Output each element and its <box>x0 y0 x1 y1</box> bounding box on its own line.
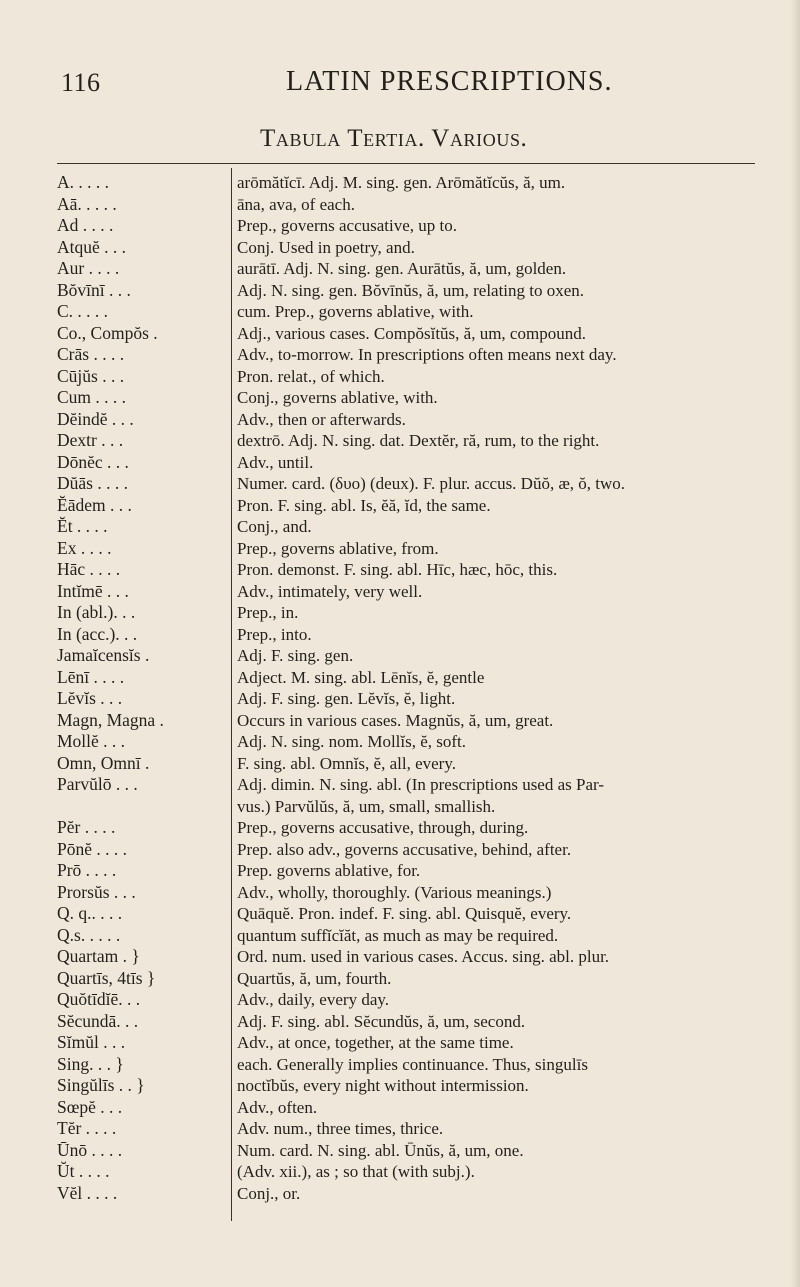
term-entry: Atquĕ . . . <box>57 236 127 257</box>
definition-entry: Prep. also adv., governs accusative, behind, after. <box>237 839 572 859</box>
definition-entry: Adj., various cases. Compŏsĭtŭs, ă, um, compound. <box>237 323 586 343</box>
definition-entry: noctĭbŭs, every night without intermission. <box>237 1076 529 1095</box>
definition-entry: Adv., wholly, thoroughly. (Various meanings.) <box>237 882 552 902</box>
term-entry: Prorsŭs . . . <box>57 881 136 902</box>
term-entry: Tĕr . . . . <box>57 1118 117 1138</box>
definition-entry: Adject. M. sing. abl. Lēnĭs, ĕ, gentle <box>237 667 485 687</box>
column-divider <box>231 168 232 1221</box>
definition-entry: Adv., to-morrow. In prescriptions often means next day. <box>237 345 617 364</box>
definition-entry: Adv. num., three times, thrice. <box>237 1119 444 1138</box>
term-entry: Quŏtīdĭē. . . <box>57 989 141 1009</box>
definition-entry: arōmătĭcī. Adj. M. sing. gen. Arōmătĭcŭs, ă, um. <box>237 173 566 192</box>
terms-column <box>57 172 227 1204</box>
definition-entry: (Adv. xii.), as ; so that (with subj.). <box>237 1162 475 1181</box>
term-entry: Lĕvĭs . . . <box>57 688 123 708</box>
definition-entry: each. Generally implies continuance. Thus, singulīs <box>237 1054 588 1074</box>
term-entry: Aā. . . . . <box>57 193 117 214</box>
term-entry: Q.s. . . . . <box>57 924 121 945</box>
term-entry: Dōnĕc . . . <box>57 451 129 472</box>
term-entry: A. . . . . <box>57 172 110 192</box>
term-entry: Jamaĭcensĭs . <box>57 645 150 665</box>
term-entry: Pōnĕ . . . . <box>57 838 127 859</box>
definition-entry: Adv., intimately, very well. <box>237 581 423 601</box>
definition-entry: Adj. dimin. N. sing. abl. (In prescriptions used as Par- <box>237 775 604 794</box>
term-entry: Pĕr . . . . <box>57 817 116 837</box>
term-entry: Co., Compŏs . <box>57 322 158 343</box>
term-entry: Bŏvīnī . . . <box>57 279 131 300</box>
definition-entry: Prep., governs accusative, up to. <box>237 216 457 235</box>
definition-entry: dextrō. Adj. N. sing. dat. Dextĕr, ră, rum, to the right. <box>237 431 600 450</box>
term-entry: In (abl.). . . <box>57 602 136 622</box>
running-head: LATIN PRESCRIPTIONS. <box>286 66 613 97</box>
definition-entry: Adv., then or afterwards. <box>237 409 406 429</box>
term-entry: Dŭās . . . . <box>57 473 128 493</box>
term-entry: Quartīs, 4tīs } <box>57 967 156 988</box>
definition-entry: aurātī. Adj. N. sing. gen. Aurātŭs, ă, um, golden. <box>237 259 567 278</box>
definition-entry: Prep., governs ablative, from. <box>237 538 439 558</box>
term-entry: Singŭlīs . . } <box>57 1075 145 1095</box>
term-entry: Aur . . . . <box>57 258 120 278</box>
term-entry: Q. q.. . . . <box>57 903 123 923</box>
definition-entry: Adv., often. <box>237 1097 318 1117</box>
definition-entry: āna, ava, of each. <box>237 194 355 214</box>
definition-entry: cum. Prep., governs ablative, with. <box>237 302 474 321</box>
definition-entry: Conj., governs ablative, with. <box>237 388 438 407</box>
term-entry: Omn, Omnī . <box>57 752 150 773</box>
definition-entry: Adv., until. <box>237 452 314 472</box>
definition-entry: quantum suffĭcĭăt, as much as may be required. <box>237 925 559 945</box>
definitions-column <box>237 172 767 1204</box>
term-entry: Cūjŭs . . . <box>57 365 125 386</box>
term-entry: C. . . . . <box>57 301 109 321</box>
term-entry: Ŭt . . . . <box>57 1161 110 1181</box>
definition-entry: Conj., or. <box>237 1183 301 1203</box>
definition-entry: Prep., into. <box>237 624 312 644</box>
term-entry: Cum . . . . <box>57 387 127 407</box>
term-entry: In (acc.). . . <box>57 623 138 644</box>
term-entry: Ad . . . . <box>57 215 114 235</box>
term-entry: Intĭmē . . . <box>57 580 129 601</box>
definition-entry: Adj. N. sing. nom. Mollĭs, ĕ, soft. <box>237 732 467 751</box>
term-entry: Sĕcundā. . . <box>57 1010 139 1031</box>
definition-entry: Num. card. N. sing. abl. Ūnŭs, ă, um, one. <box>237 1140 524 1160</box>
definition-entry: Adj. F. sing. abl. Sĕcundŭs, ă, um, second. <box>237 1011 526 1031</box>
definition-entry: Conj., and. <box>237 517 312 536</box>
term-entry: Ĕādem . . . <box>57 494 132 515</box>
page-number: 116 <box>61 68 101 97</box>
term-entry: Dextr . . . <box>57 430 124 450</box>
table-title: Tabula Tertia. Various. <box>260 125 528 152</box>
definition-entry: Pron. relat., of which. <box>237 366 385 386</box>
page-edge <box>790 0 800 1287</box>
term-entry: Mollĕ . . . <box>57 731 126 751</box>
top-rule <box>57 163 755 164</box>
definition-entry: Adv., daily, every day. <box>237 990 390 1009</box>
term-entry: Lēnī . . . . <box>57 666 125 687</box>
term-entry: Sing. . . } <box>57 1053 124 1074</box>
term-entry: Parvŭlō . . . <box>57 774 138 794</box>
term-entry: Ūnō . . . . <box>57 1139 123 1160</box>
definition-entry: Adj. F. sing. gen. Lĕvĭs, ĕ, light. <box>237 689 456 708</box>
term-entry: Ĕt . . . . <box>57 516 108 536</box>
definition-entry: Prep., in. <box>237 603 299 622</box>
definition-entry: Quāquĕ. Pron. indef. F. sing. abl. Quisquĕ, every. <box>237 904 572 923</box>
definition-entry: Pron. demonst. F. sing. abl. Hīc, hæc, hōc, this. <box>237 560 558 579</box>
term-entry: Quartam . } <box>57 946 140 966</box>
definition-entry: Prep., governs accusative, through, during. <box>237 818 529 837</box>
term-entry: Sĭmŭl . . . <box>57 1032 126 1052</box>
definition-entry: F. sing. abl. Omnĭs, ĕ, all, every. <box>237 753 456 773</box>
term-entry: Dĕindĕ . . . <box>57 408 134 429</box>
definition-entry: Adj. F. sing. gen. <box>237 646 354 665</box>
term-entry: Prō . . . . <box>57 860 117 880</box>
term-entry: Sœpĕ . . . <box>57 1096 123 1117</box>
blank-line <box>57 796 227 818</box>
definition-entry: Conj. Used in poetry, and. <box>237 237 415 257</box>
definition-entry: Quartŭs, ă, um, fourth. <box>237 968 392 988</box>
definition-entry: Adj. N. sing. gen. Bŏvīnŭs, ă, um, relating to oxen. <box>237 280 585 300</box>
definition-entry: vus.) Parvŭlŭs, ă, um, small, smallish. <box>237 796 496 816</box>
term-entry: Magn, Magna . <box>57 709 164 730</box>
term-entry: Hāc . . . . <box>57 559 121 579</box>
term-entry: Crās . . . . <box>57 344 125 364</box>
definition-entry: Numer. card. (δυο) (deux). F. plur. accus. Dŭŏ, æ, ŏ, two. <box>237 474 626 493</box>
term-entry: Ex . . . . <box>57 537 112 558</box>
definition-entry: Occurs in various cases. Magnŭs, ă, um, great. <box>237 710 554 730</box>
definition-entry: Ord. num. used in various cases. Accus. sing. abl. plur. <box>237 947 610 966</box>
definition-entry: Pron. F. sing. abl. Is, ĕă, ĭd, the same. <box>237 495 491 515</box>
definition-entry: Prep. governs ablative, for. <box>237 861 421 880</box>
term-entry: Vĕl . . . . <box>57 1182 118 1203</box>
definition-entry: Adv., at once, together, at the same time. <box>237 1033 514 1052</box>
